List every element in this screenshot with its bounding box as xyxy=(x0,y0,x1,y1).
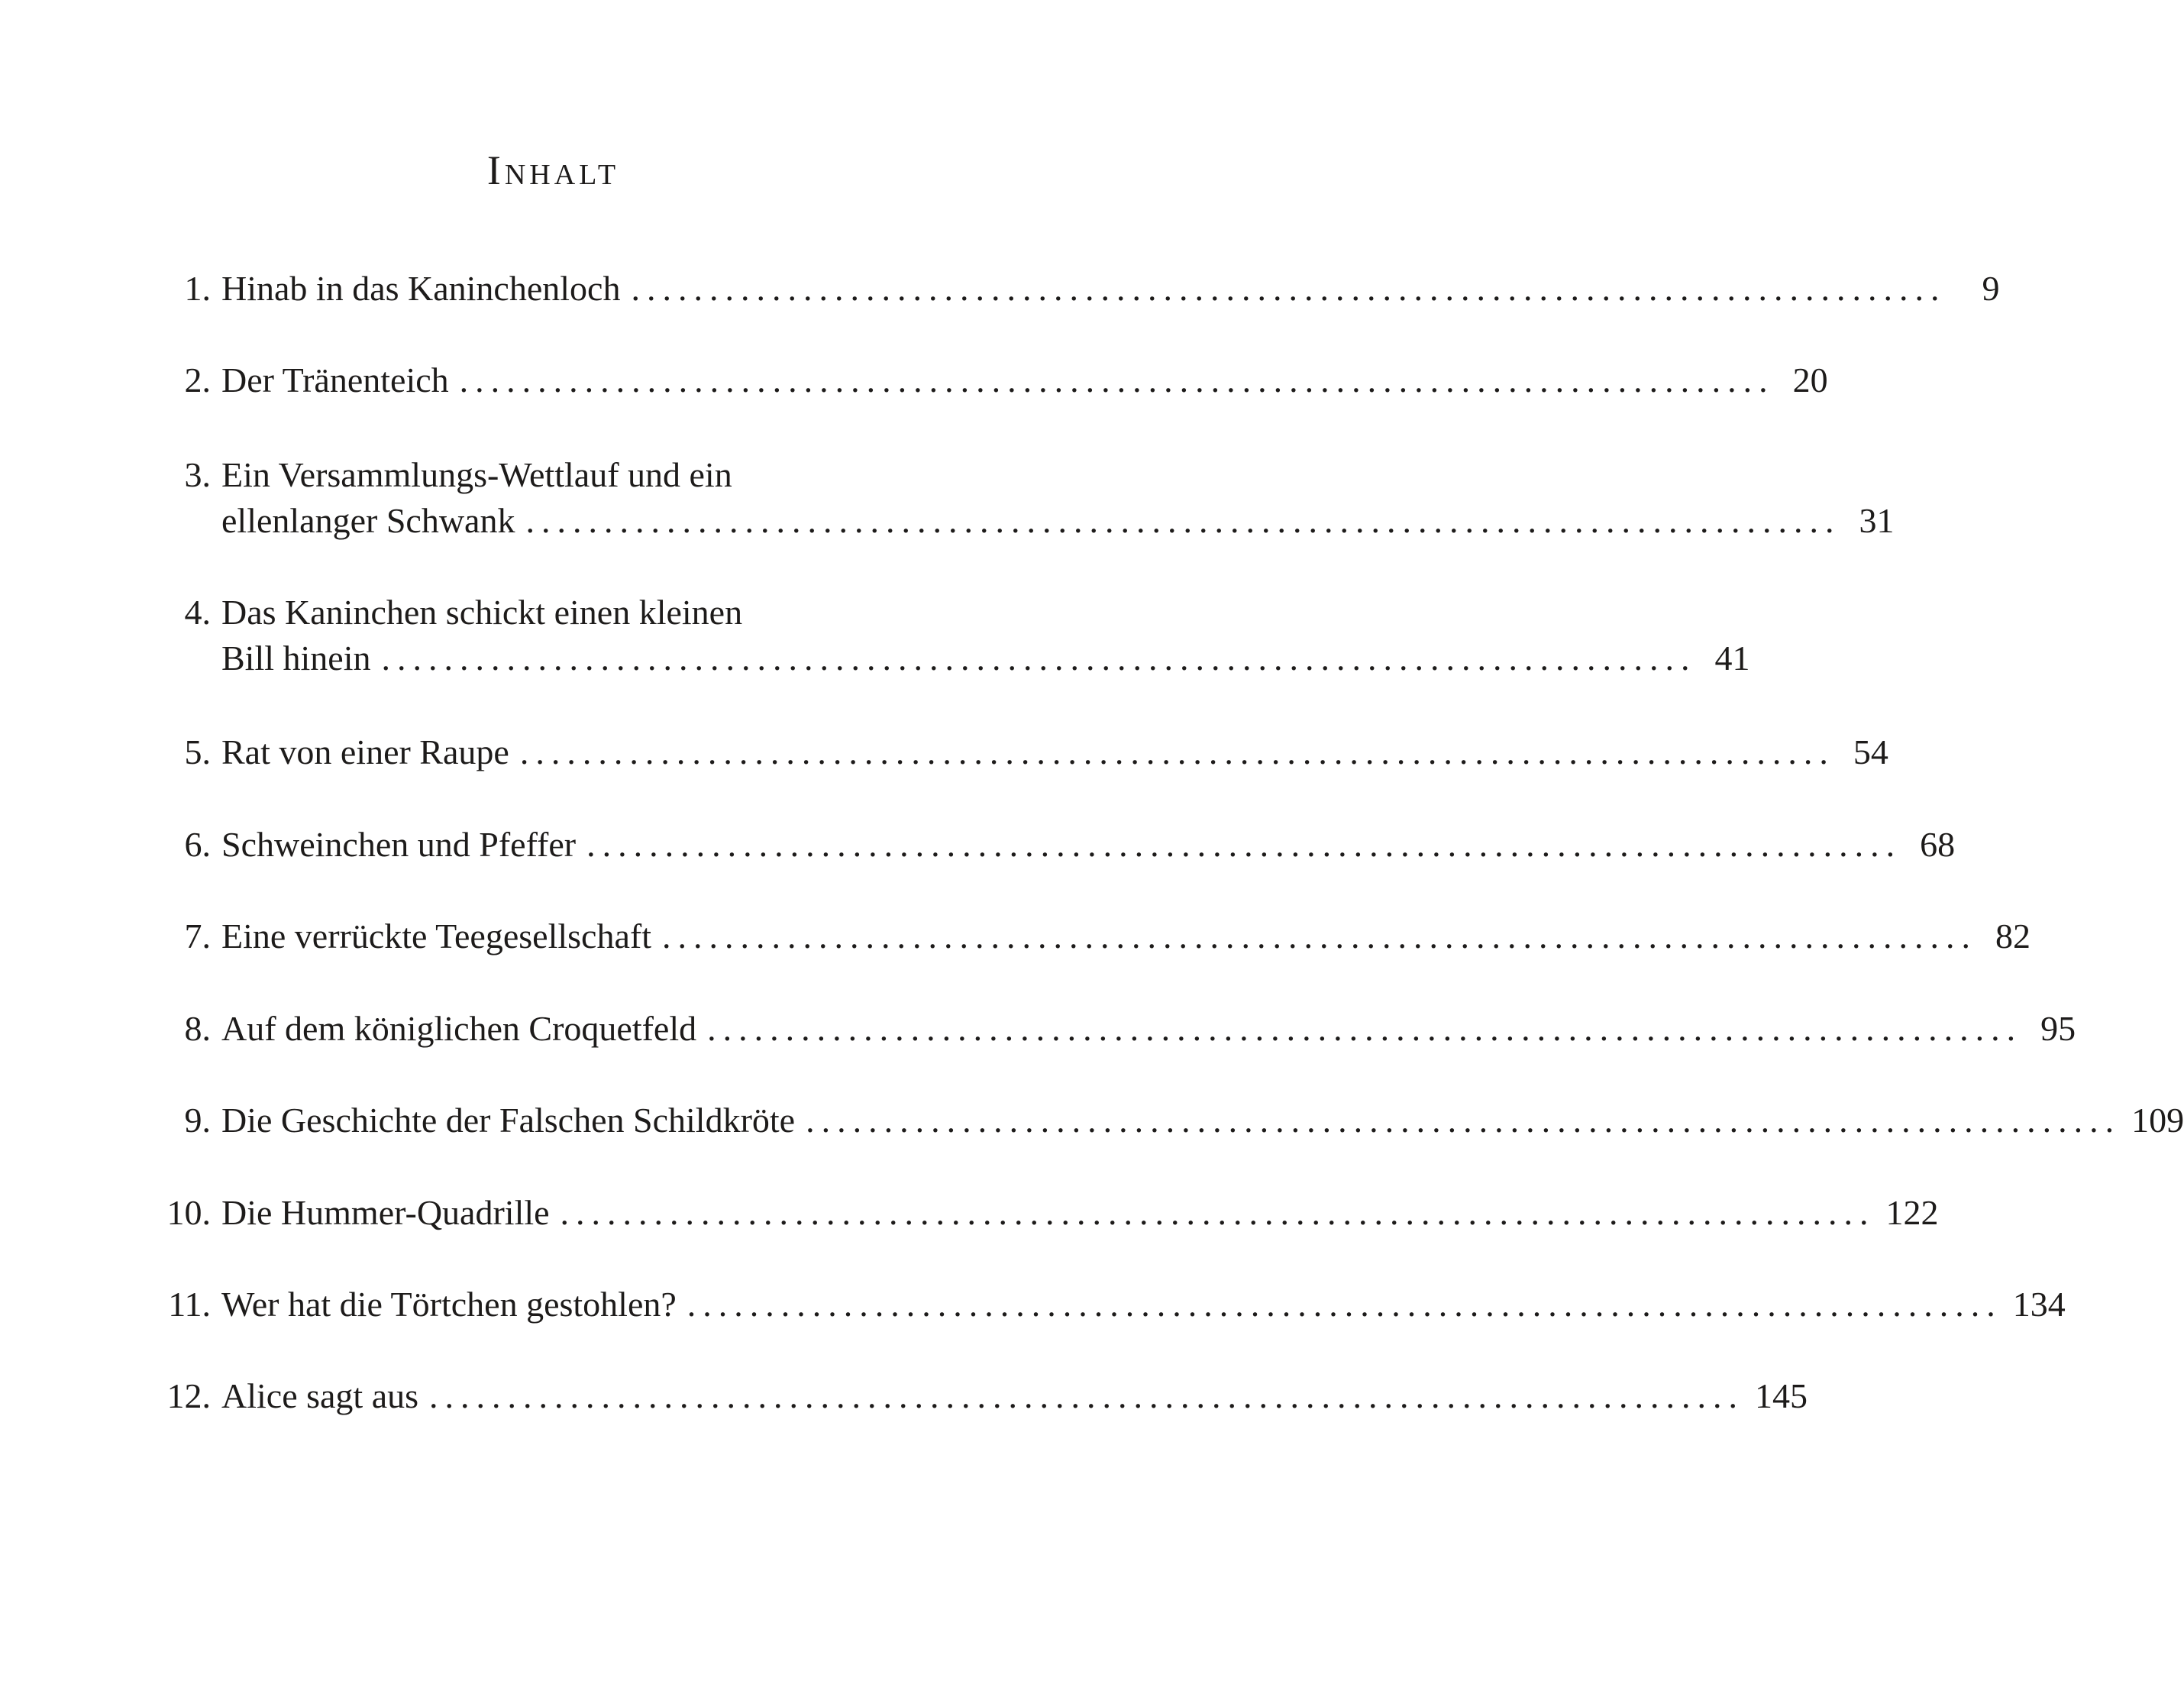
dot-leader: .................................................................................... xyxy=(381,639,1697,677)
dot-leader: .................................................................................... xyxy=(806,1101,2121,1140)
dot-leader: .................................................................................... xyxy=(661,917,1977,955)
toc-entry-6 xyxy=(141,822,1956,868)
chapter-number: 11. xyxy=(168,1285,211,1324)
chapter-title-line-2: Bill hinein xyxy=(221,639,371,677)
chapter-title: Die Geschichte der Falschen Schildkröte xyxy=(221,1101,796,1140)
toc-entry-9 xyxy=(141,1098,2184,1143)
chapter-title: Der Tränenteich xyxy=(221,361,449,399)
chapter-title-line-2: ellenlanger Schwank xyxy=(221,501,515,540)
chapter-title: Die Hummer-Quadrille xyxy=(221,1193,550,1232)
chapter-number: 10. xyxy=(166,1193,211,1232)
chapter-number: 5. xyxy=(184,732,211,771)
chapter-title: Wer hat die Törtchen gestohlen? xyxy=(221,1285,677,1324)
chapter-number: 1. xyxy=(184,269,211,308)
chapter-title: Hinab in das Kaninchenloch xyxy=(221,269,621,308)
toc-entry-3 xyxy=(141,452,1895,544)
chapter-number: 8. xyxy=(184,1009,211,1048)
chapter-number: 9. xyxy=(184,1101,211,1140)
chapter-title: Alice sagt aus xyxy=(221,1376,419,1415)
chapter-title: Schweinchen und Pfeffer xyxy=(221,825,577,864)
toc-entry-2 xyxy=(141,357,1828,403)
dot-leader: .................................................................................... xyxy=(525,501,1841,540)
dot-leader: .................................................................................... xyxy=(631,269,1947,308)
dot-leader: .................................................................................... xyxy=(687,1285,2002,1324)
dot-leader: .................................................................................... xyxy=(707,1009,2023,1048)
page-number: 109 xyxy=(2131,1101,2184,1140)
chapter-number: 7. xyxy=(184,917,211,955)
dot-leader: .................................................................................... xyxy=(560,1193,1875,1232)
toc-entry-10 xyxy=(141,1190,1939,1236)
chapter-title: Rat von einer Raupe xyxy=(221,732,509,771)
page-number: 9 xyxy=(1982,269,2000,308)
dot-leader: .................................................................................... xyxy=(519,732,1835,771)
chapter-title: Eine verrückte Teegesellschaft xyxy=(221,917,651,955)
toc-entry-4 xyxy=(141,590,1750,681)
chapter-title-line-1: Ein Versammlungs-Wettlauf und ein xyxy=(221,455,732,494)
page-title: Inhalt xyxy=(486,147,620,193)
page-number: 20 xyxy=(1792,361,1828,399)
chapter-title: Auf dem königlichen Croquetfeld xyxy=(221,1009,697,1048)
page-number: 145 xyxy=(1755,1376,1808,1415)
chapter-title-line-1: Das Kaninchen schickt einen kleinen xyxy=(221,593,743,632)
toc-entry-1 xyxy=(141,266,2000,312)
page-number: 68 xyxy=(1920,825,1956,864)
chapter-number: 3. xyxy=(184,455,211,494)
chapter-number: 12. xyxy=(166,1376,211,1415)
page-number: 122 xyxy=(1885,1193,1939,1232)
page-number: 134 xyxy=(2012,1285,2066,1324)
toc-entry-11 xyxy=(141,1282,2066,1327)
toc-entry-12 xyxy=(141,1373,1808,1419)
toc-entry-8 xyxy=(141,1006,2076,1052)
chapter-number: 2. xyxy=(184,361,211,399)
chapter-number: 6. xyxy=(184,825,211,864)
page-number: 54 xyxy=(1853,732,1888,771)
dot-leader: .................................................................................... xyxy=(586,825,1902,864)
dot-leader: .................................................................................... xyxy=(429,1376,1745,1415)
toc-entry-7 xyxy=(141,913,2031,959)
toc-entry-5 xyxy=(141,729,1888,775)
page-number: 41 xyxy=(1714,639,1750,677)
page-number: 82 xyxy=(1995,917,2031,955)
page-number: 31 xyxy=(1859,501,1895,540)
dot-leader: .................................................................................... xyxy=(459,361,1775,399)
page-number: 95 xyxy=(2040,1009,2076,1048)
chapter-number: 4. xyxy=(184,593,211,632)
